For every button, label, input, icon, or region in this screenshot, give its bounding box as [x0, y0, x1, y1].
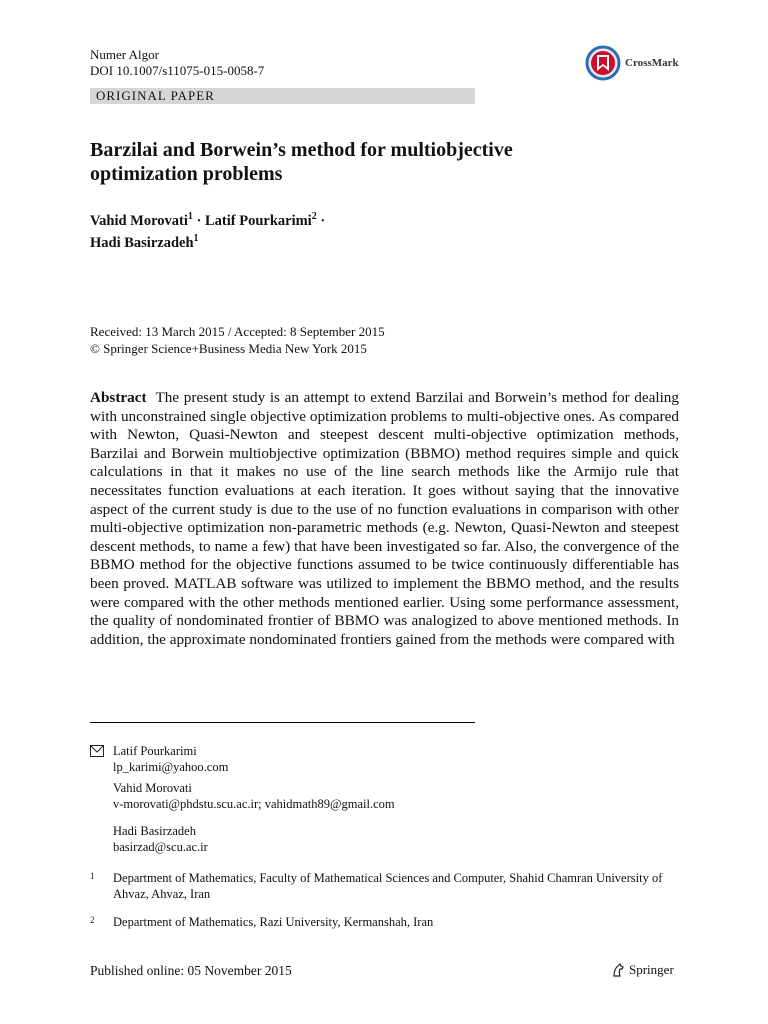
footnote-divider — [90, 722, 475, 723]
contact-name: Hadi Basirzadeh — [113, 824, 196, 838]
author-separator: · — [192, 212, 205, 229]
crossmark-icon — [585, 45, 621, 81]
contact-name: Vahid Morovati — [113, 781, 192, 795]
author-list — [90, 208, 650, 252]
copyright: © Springer Science+Business Media New York 2015 — [90, 340, 367, 356]
contact-entry — [113, 781, 633, 812]
publisher-logo — [610, 962, 674, 978]
affiliation-number: 2 — [90, 915, 95, 925]
journal-info — [90, 47, 264, 79]
contact-entry — [113, 824, 633, 855]
contact-name: Latif Pourkarimi — [113, 744, 197, 758]
contact-email[interactable]: v-morovati@phdstu.scu.ac.ir; vahidmath89@gmail.com — [113, 796, 395, 811]
author-name: Hadi Basirzadeh — [90, 234, 194, 251]
journal-name: Numer Algor — [90, 47, 159, 62]
author-name: Latif Pourkarimi — [204, 212, 312, 229]
paper-type-banner: ORIGINAL PAPER — [90, 88, 475, 104]
author-name: Vahid Morovati — [90, 212, 188, 229]
affiliation-text: Department of Mathematics, Faculty of Mathematical Sciences and Computer, Shahid Chamran University of Ahvaz, Ahvaz, Iran — [113, 871, 663, 901]
springer-horse-icon — [610, 962, 626, 978]
published-online: Published online: 05 November 2015 — [90, 963, 292, 978]
affiliation-number: 1 — [90, 871, 95, 881]
abstract — [90, 389, 679, 649]
crossmark-label: CrossMark — [625, 57, 679, 69]
crossmark-badge[interactable] — [585, 45, 679, 81]
paper-title — [90, 138, 650, 186]
author-affiliation-mark: 1 — [187, 211, 193, 222]
contact-email[interactable]: basirzad@scu.ac.ir — [113, 839, 208, 854]
title-line-2: optimization problems — [90, 163, 283, 185]
affiliation-text: Department of Mathematics, Razi University, Kermanshah, Iran — [113, 915, 434, 929]
abstract-text: The present study is an attempt to extend Barzilai and Borwein’s method for dealing with unconstrained single objective optimization problems to multi-objective ones. As compared with Newton, Quasi-Newton and steepest descent multi-objective optimization methods, Barzilai and Borwein multiobjective optimization (BBMO) method requires simple and quick calculations in that it makes no use of the line search methods like the Armijo rule that necessitates function evaluations at each iteration. It goes without saying that the innovative aspect of the current study is due to the use of no function evaluations in comparison with other multi-objective optimization non-parametric methods (e.g. Newton, Quasi-Newton and steepest descent methods, to name a few) that have been investigated so far. Also, the convergence of the BBMO method for the objective functions assumed to be twice continuously differentiable has been proved. MATLAB software was utilized to implement the BBMO method, and the results were compared with the other methods mentioned earlier. Using some performance assessment, the quality of nondominated frontier of BBMO was analogized to above mentioned methods. In addition, the approximate nondominated frontiers gained from the methods were compared with — [90, 389, 679, 648]
contact-entry — [113, 744, 633, 775]
publisher-name: Springer — [629, 962, 674, 977]
title-line-1: Barzilai and Borwein’s method for multiobjective — [90, 139, 513, 161]
contact-email[interactable]: lp_karimi@yahoo.com — [113, 759, 229, 774]
received-accepted: Received: 13 March 2015 / Accepted: 8 September 2015 — [90, 324, 385, 339]
abstract-label: Abstract — [90, 389, 147, 406]
dates-block — [90, 324, 385, 357]
envelope-icon — [90, 745, 104, 757]
doi[interactable]: DOI 10.1007/s11075-015-0058-7 — [90, 63, 265, 78]
author-affiliation-mark: 2 — [311, 211, 317, 222]
author-separator: · — [316, 212, 326, 229]
author-affiliation-mark: 1 — [193, 232, 199, 244]
